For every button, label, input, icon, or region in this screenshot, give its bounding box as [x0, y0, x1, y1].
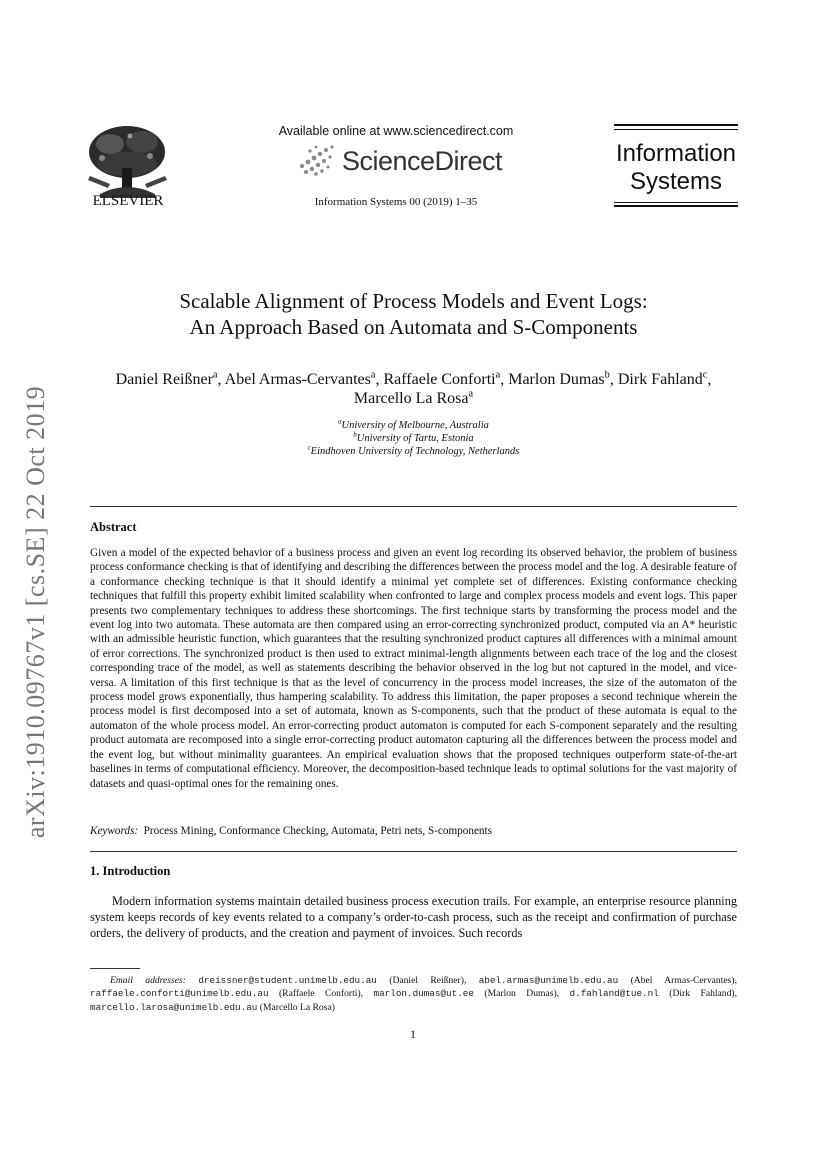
publisher-name: ELSEVIER: [92, 193, 164, 209]
introduction-body: Modern information systems maintain detailed business process execution trails. For example, an enterprise resource planning system keeps records of key events related to a company’s order-to-cash process, such as the receipt and confirmation of purchase orders, the delivery of products, and the creation and payment of invoices. Such records: [90, 894, 737, 940]
author: Abel Armas-Cervantes$^a$,: [224, 369, 384, 388]
journal-name: [614, 140, 738, 196]
sciencedirect-dots-icon: [296, 142, 336, 178]
sciencedirect-wordmark: ScienceDirect: [342, 146, 503, 176]
author: Marlon Dumas$^b$,: [508, 369, 618, 388]
abstract-body: Given a model of the expected behavior of a business process and given an event log recording its observed behavior, the problem of business process conformance checking is that of identifying and describing the differences between the process model and the log. A desirable feature of a conformance checking technique is that it should identify a minimal yet complete set of differences. Existing conformance checking techniques that fulfill this property exhibit limited scalability when confronted to large and complex process models and event logs. This paper presents two complementary techniques to address these shortcomings. The first technique starts by transforming the process model and the event log into two automata. These automata are then compared using an error-correcting synchronized product, computed via an A* heuristic with an admissible heuristic function, which guarantees that the resulting synchronized product captures all differences with a minimal amount of error corrections. The synchronized product is then used to extract minimal-length alignments between each trace of the log and the closest corresponding trace of the model, as well as statements describing the behavior observed in the log but not captured in the model, and vice-versa. A limitation of this first technique is that as the level of concurrency in the process model increases, the size of the automaton of the process model grows exponentially, thus hampering scalability. To address this limitation, the paper proposes a second technique wherein the process model is first decomposed into a set of automata, known as S-components, such that the product of these automata is equal to the automaton of the whole process model. An error-correcting product automaton is computed for each S-component separately and the resulting product automata are recomposed into a single error-correcting product automaton capturing all the differences between the process model and the event log, but without minimality guarantees. An empirical evaluation shows that the proposed techniques outperform state-of-the-art baselines in terms of computational efficiency. Moreover, the decomposition-based technique leads to optimal solutions for the vast majority of datasets and quasi-optimal ones for the remaining ones.: [90, 547, 737, 790]
abstract-heading: Abstract: [90, 520, 137, 534]
affiliation: $^b$University of Tartu, Estonia: [353, 431, 474, 444]
journal-bottom-rule-thin: [614, 202, 738, 203]
email-link[interactable]: marcello.larosa@unimelb.edu.au: [90, 1001, 258, 1013]
author-list: [100, 370, 727, 408]
affiliations: [200, 419, 627, 458]
email-link[interactable]: abel.armas@unimelb.edu.au: [478, 975, 619, 986]
author: Raffaele Conforti$^a$,: [383, 369, 509, 388]
journal-top-rule: [614, 124, 738, 126]
affiliation: $^a$University of Melbourne, Australia: [338, 418, 489, 431]
footnote-rule: [90, 968, 140, 969]
paper-title-line1: Scalable Alignment of Process Models and Event Logs:: [179, 289, 648, 313]
abstract-bottom-rule: [90, 851, 737, 852]
author: Marcello La Rosa$^a$: [353, 388, 474, 407]
journal-top-rule-thin: [614, 129, 738, 130]
keywords: [90, 825, 737, 837]
journal-bottom-rule: [614, 205, 738, 207]
page-number: 1: [410, 1027, 416, 1041]
journal-reference: Information Systems 00 (2019) 1–35: [314, 196, 478, 208]
abstract-top-rule: [90, 506, 737, 507]
footnote-label: Email addresses:: [110, 975, 186, 986]
arxiv-stamp: [21, 372, 50, 852]
introduction-heading: 1. Introduction: [90, 864, 171, 878]
email-link[interactable]: marlon.dumas@ut.ee: [373, 988, 474, 1000]
available-online-text: Available online at www.sciencedirect.com: [278, 124, 514, 138]
journal-name-line2: Systems: [629, 168, 722, 195]
email-link[interactable]: raffaele.conforti@unimelb.edu.au: [90, 988, 269, 1000]
affiliation: $^c$Eindhoven University of Technology, Netherlands: [307, 444, 520, 457]
author: Daniel Reißner$^a$,: [115, 369, 225, 388]
keywords-label: Keywords:: [90, 825, 139, 837]
author: Dirk Fahland$^c$,: [617, 369, 712, 388]
journal-name-line1: Information: [615, 140, 737, 167]
email-link[interactable]: dreissner@student.unimelb.edu.au: [198, 975, 377, 986]
paper-title: [90, 288, 737, 340]
footnote-emails: Email addresses: dreissner@student.unimelb.edu.au (Daniel Reißner), abel.armas@unimelb.edu.au (Abel Armas-Cervantes), raffaele.conforti@unimelb.edu.au (Raffaele Conforti), marlon.dumas@ut.ee (Marlon Dumas), d.fahland@tue.nl (Dirk Fahland), marcello.larosa@unimelb.edu.au (Marcello La Rosa): [90, 975, 737, 1013]
arxiv-stamp-text: arXiv:1910.09767v1 [cs.SE] 22 Oct 2019: [21, 385, 50, 839]
keywords-list: Process Mining, Conformance Checking, Automata, Petri nets, S-components: [143, 825, 492, 837]
email-link[interactable]: d.fahland@tue.nl: [569, 988, 659, 1000]
paper-title-line2: An Approach Based on Automata and S-Components: [189, 315, 638, 339]
